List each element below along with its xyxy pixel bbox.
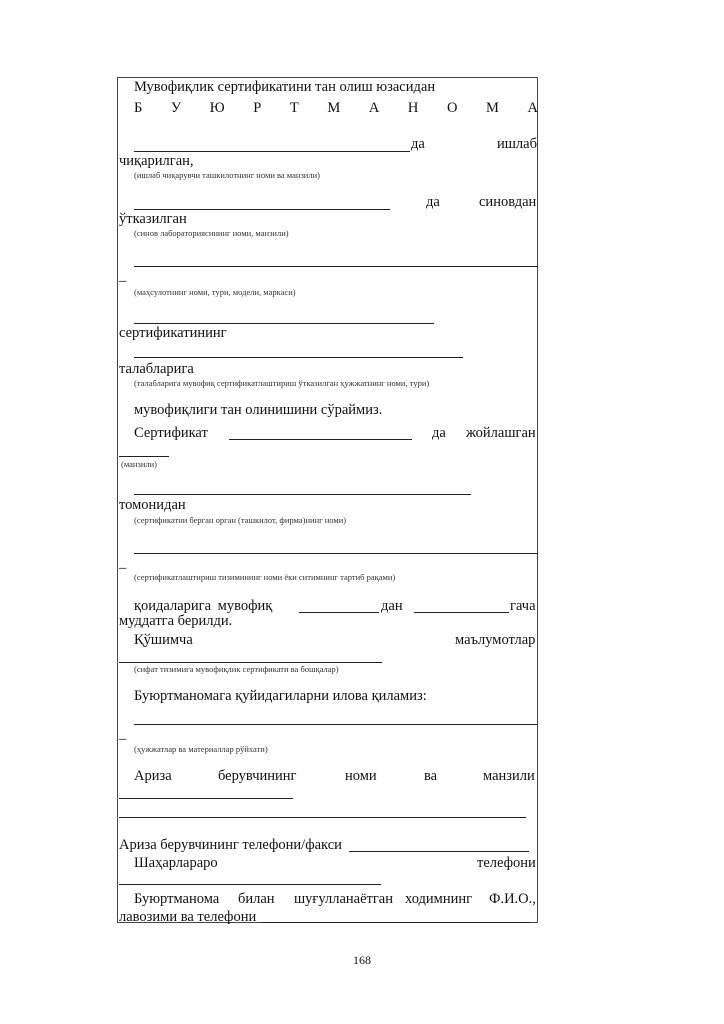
valid-from-field[interactable] — [299, 612, 379, 613]
address-field[interactable] — [119, 456, 169, 457]
sec13-w3: номи — [345, 768, 377, 784]
title-letter: Р — [253, 100, 262, 116]
title-letter: Т — [289, 100, 299, 116]
sec1-cont: чиқарилган, — [119, 153, 194, 169]
sec8-label: томонидан — [119, 497, 186, 513]
sec10-gacha: гача — [510, 598, 536, 614]
title-letter: Н — [407, 100, 419, 116]
sec15-right: телефони — [477, 855, 536, 871]
sec12-dash: _ — [119, 726, 127, 742]
form-title — [134, 100, 538, 117]
title-letter: М — [327, 100, 341, 116]
sec16-line2: лавозими ва телефони — [119, 909, 257, 925]
sec13-w2: берувчининг — [218, 768, 297, 784]
sec12-hint: (ҳужжатлар ва материаллар рўйхати) — [134, 744, 268, 754]
sec6-text: мувофиқлиги тан олинишини сўраймиз. — [134, 402, 383, 418]
applicant-address-field[interactable] — [119, 817, 526, 818]
title-letter: А — [527, 100, 538, 116]
title-letter: М — [486, 100, 499, 116]
sec12-text: Буюртманомага қуйидагиларни илова қиламиз: — [134, 688, 427, 704]
sec7-da: да — [432, 425, 446, 441]
issuing-body-field[interactable] — [134, 494, 471, 495]
certificate-field[interactable] — [134, 323, 434, 324]
manufacturer-field[interactable] — [134, 151, 410, 152]
sec2-cont: ўтказилган — [119, 211, 187, 227]
sec11-right: маълумотлар — [455, 632, 536, 648]
sec10-cont: муддатга берилди. — [119, 613, 233, 629]
sec11-label: Қўшимча — [134, 632, 193, 648]
sec7-label: Сертификат — [134, 425, 208, 441]
sec10-q: қоидаларига мувофиқ — [134, 598, 273, 614]
sec1-ishlab: ишлаб — [497, 136, 537, 152]
title-letter: О — [446, 100, 458, 116]
sec16-w1: Буюртманома — [134, 891, 220, 907]
sec3-dash: _ — [119, 268, 127, 284]
sec2-sinov: синовдан — [479, 194, 537, 210]
product-field[interactable] — [134, 266, 537, 267]
sec7-joy: жойлашган — [466, 425, 536, 441]
applicant-name-field[interactable] — [119, 798, 293, 799]
sec13-w5: манзили — [483, 768, 535, 784]
sec16-w5: Ф.И.О., — [489, 891, 536, 907]
sec13-w4: ва — [424, 768, 438, 784]
title-letter: А — [368, 100, 380, 116]
responsible-person-field[interactable] — [261, 922, 530, 923]
sec8-hint: (сертификатни берган орган (ташкилот, фирма)нинг номи) — [134, 515, 347, 525]
valid-to-field[interactable] — [414, 612, 509, 613]
sec16-w2: билан — [238, 891, 275, 907]
title-letter: Б — [134, 100, 143, 116]
sec15-label: Шаҳарлараро — [134, 855, 218, 871]
sec9-dash: _ — [119, 555, 127, 571]
sec11-hint: (сифат тизимига мувофиқлик сертификати ва бошқалар) — [134, 664, 339, 674]
additional-info-field[interactable] — [119, 662, 382, 663]
sec4-label: сертификатининг — [119, 325, 227, 341]
sec2-da: да — [426, 194, 440, 210]
sec5-hint: (талабларига мувофиқ сертификатлаштириш ўтказилган ҳужжатнинг номи, тури) — [134, 378, 430, 388]
sec2-hint: (синов лабораториясининг номи, манзили) — [134, 228, 289, 238]
sec7-hint: (манзили) — [121, 459, 158, 469]
form-subtitle: Мувофиқлик сертификатини тан олиш юзасидан — [134, 79, 436, 95]
page-number: 168 — [353, 953, 371, 967]
intercity-phone-field[interactable] — [119, 884, 381, 885]
sec10-dan: дан — [381, 598, 403, 614]
sec16-w4: ходимнинг — [405, 891, 473, 907]
phone-fax-field[interactable] — [349, 851, 529, 852]
sec14-text: Ариза берувчининг телефони/факси — [119, 837, 342, 853]
title-letter: Ю — [209, 100, 225, 116]
certificate-number-field[interactable] — [229, 439, 412, 440]
sec16-w3: шуғулланаётган — [294, 891, 393, 907]
sec1-da: да — [411, 136, 425, 152]
attachments-field[interactable] — [134, 724, 537, 725]
sec3-hint: (маҳсулотнинг номи, тури, модели, маркаси) — [134, 287, 296, 297]
title-letter: У — [170, 100, 182, 116]
certification-system-field[interactable] — [134, 553, 537, 554]
test-lab-field[interactable] — [134, 209, 390, 210]
sec13-w1: Ариза — [134, 768, 172, 784]
sec9-hint: (сертификатлаштириш тизимининг номи ёки ситимнинг тартиб рақами) — [134, 572, 396, 582]
sec1-hint: (ишлаб чиқарувчи ташкилотнинг номи ва манзили) — [134, 170, 320, 180]
sec5-label: талабларига — [119, 361, 194, 377]
requirements-field[interactable] — [134, 357, 463, 358]
